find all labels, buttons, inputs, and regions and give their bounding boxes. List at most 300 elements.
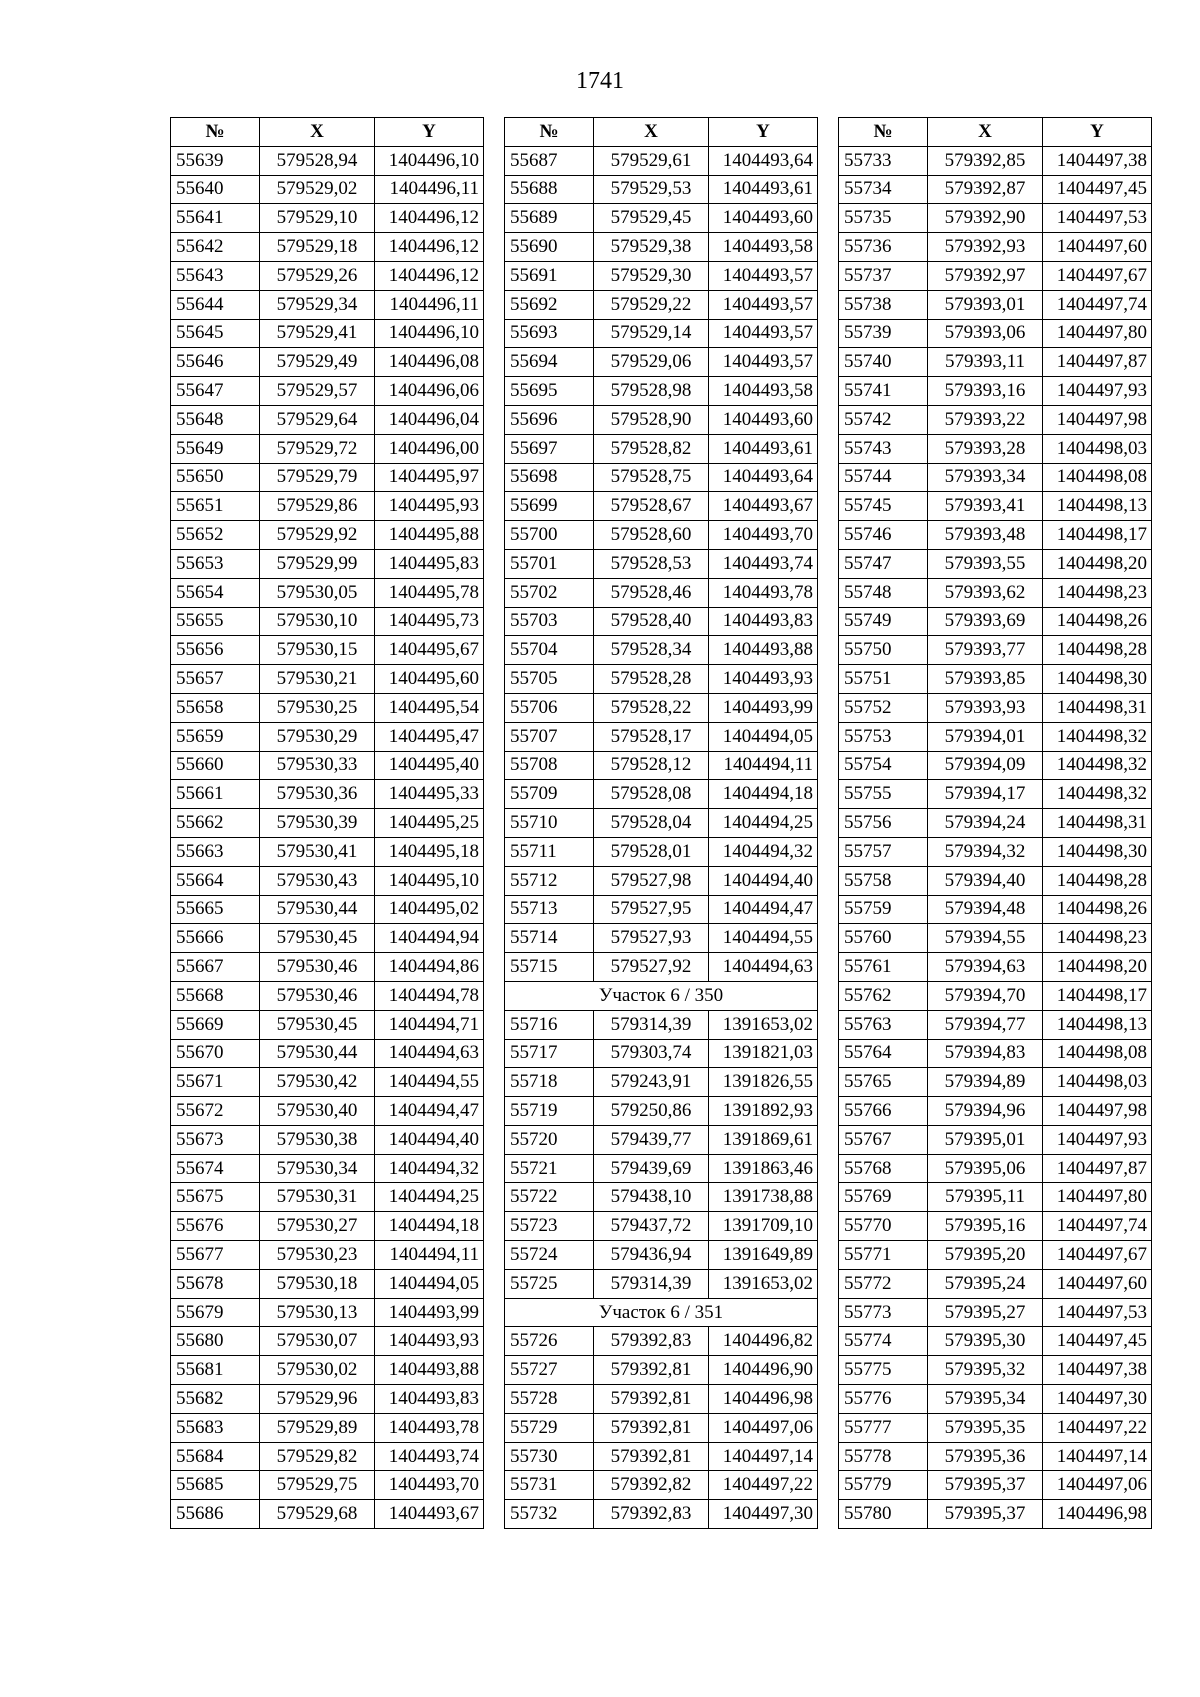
y-coordinate: 1404494,05 (709, 722, 818, 751)
table-row (505, 1385, 818, 1414)
point-number: 55682 (171, 1385, 260, 1414)
y-coordinate: 1404497,14 (709, 1442, 818, 1471)
point-number: 55764 (839, 1039, 928, 1068)
point-number: 55712 (505, 866, 594, 895)
point-number: 55732 (505, 1500, 594, 1529)
table-row (839, 233, 1152, 262)
y-coordinate: 1404496,98 (709, 1385, 818, 1414)
point-number: 55657 (171, 665, 260, 694)
point-number: 55762 (839, 981, 928, 1010)
x-coordinate: 579250,86 (594, 1097, 709, 1126)
x-coordinate: 579529,79 (260, 463, 375, 492)
y-coordinate: 1404493,67 (709, 492, 818, 521)
table-row (171, 405, 484, 434)
table-row (171, 981, 484, 1010)
point-number: 55686 (171, 1500, 260, 1529)
x-coordinate: 579393,62 (928, 578, 1043, 607)
point-number: 55654 (171, 578, 260, 607)
table-row (505, 1356, 818, 1385)
x-coordinate: 579395,32 (928, 1356, 1043, 1385)
x-coordinate: 579530,40 (260, 1097, 375, 1126)
y-coordinate: 1404498,23 (1043, 578, 1152, 607)
point-number: 55749 (839, 607, 928, 636)
table-row (171, 809, 484, 838)
table-row (171, 1097, 484, 1126)
table-row (171, 751, 484, 780)
table-row (505, 636, 818, 665)
y-coordinate: 1404494,25 (375, 1183, 484, 1212)
point-number: 55673 (171, 1125, 260, 1154)
y-coordinate: 1404495,88 (375, 521, 484, 550)
table-row (505, 1413, 818, 1442)
table-row (839, 1212, 1152, 1241)
point-number: 55672 (171, 1097, 260, 1126)
y-coordinate: 1404494,63 (709, 953, 818, 982)
point-number: 55715 (505, 953, 594, 982)
x-coordinate: 579529,61 (594, 146, 709, 175)
x-coordinate: 579392,87 (928, 175, 1043, 204)
y-coordinate: 1404498,17 (1043, 521, 1152, 550)
x-coordinate: 579530,10 (260, 607, 375, 636)
x-coordinate: 579393,48 (928, 521, 1043, 550)
table-row (505, 1010, 818, 1039)
x-coordinate: 579395,20 (928, 1241, 1043, 1270)
x-coordinate: 579529,22 (594, 290, 709, 319)
point-number: 55728 (505, 1385, 594, 1414)
table-row (839, 521, 1152, 550)
table-row (839, 1241, 1152, 1270)
x-coordinate: 579529,45 (594, 204, 709, 233)
x-coordinate: 579528,40 (594, 607, 709, 636)
y-coordinate: 1404493,58 (709, 233, 818, 262)
point-number: 55652 (171, 521, 260, 550)
y-coordinate: 1404494,25 (709, 809, 818, 838)
x-coordinate: 579392,83 (594, 1500, 709, 1529)
x-coordinate: 579392,85 (928, 146, 1043, 175)
table-row (839, 895, 1152, 924)
table-row (839, 1154, 1152, 1183)
table-row (171, 866, 484, 895)
x-coordinate: 579529,53 (594, 175, 709, 204)
point-number: 55662 (171, 809, 260, 838)
point-number: 55720 (505, 1125, 594, 1154)
x-coordinate: 579392,97 (928, 261, 1043, 290)
table-row (171, 837, 484, 866)
table-row (505, 492, 818, 521)
y-coordinate: 1391821,03 (709, 1039, 818, 1068)
table-row (505, 319, 818, 348)
point-number: 55755 (839, 780, 928, 809)
table-row (171, 953, 484, 982)
point-number: 55709 (505, 780, 594, 809)
table-row (171, 319, 484, 348)
table-row (171, 146, 484, 175)
point-number: 55771 (839, 1241, 928, 1270)
table-row (839, 1125, 1152, 1154)
y-coordinate: 1404496,90 (709, 1356, 818, 1385)
y-coordinate: 1404495,73 (375, 607, 484, 636)
y-coordinate: 1391826,55 (709, 1068, 818, 1097)
point-number: 55685 (171, 1471, 260, 1500)
y-coordinate: 1404494,32 (375, 1154, 484, 1183)
point-number: 55695 (505, 377, 594, 406)
point-number: 55684 (171, 1442, 260, 1471)
point-number: 55663 (171, 837, 260, 866)
table-row (505, 924, 818, 953)
table-row (839, 1356, 1152, 1385)
point-number: 55678 (171, 1269, 260, 1298)
y-coordinate: 1404494,40 (375, 1125, 484, 1154)
point-number: 55692 (505, 290, 594, 319)
y-coordinate: 1404494,18 (375, 1212, 484, 1241)
point-number: 55768 (839, 1154, 928, 1183)
point-number: 55650 (171, 463, 260, 492)
y-coordinate: 1404493,74 (375, 1442, 484, 1471)
point-number: 55677 (171, 1241, 260, 1270)
y-coordinate: 1404498,08 (1043, 463, 1152, 492)
x-coordinate: 579395,34 (928, 1385, 1043, 1414)
point-number: 55713 (505, 895, 594, 924)
x-coordinate: 579530,07 (260, 1327, 375, 1356)
y-coordinate: 1404493,78 (709, 578, 818, 607)
y-coordinate: 1404496,04 (375, 405, 484, 434)
point-number: 55701 (505, 549, 594, 578)
table-row (171, 722, 484, 751)
point-number: 55746 (839, 521, 928, 550)
x-coordinate: 579528,46 (594, 578, 709, 607)
point-number: 55723 (505, 1212, 594, 1241)
y-coordinate: 1404497,74 (1043, 290, 1152, 319)
point-number: 55739 (839, 319, 928, 348)
point-number: 55699 (505, 492, 594, 521)
x-coordinate: 579392,81 (594, 1356, 709, 1385)
x-coordinate: 579527,98 (594, 866, 709, 895)
y-coordinate: 1404493,78 (375, 1413, 484, 1442)
table-row (839, 693, 1152, 722)
x-coordinate: 579394,24 (928, 809, 1043, 838)
table-row (839, 837, 1152, 866)
table-row (505, 1269, 818, 1298)
table-row (839, 607, 1152, 636)
x-coordinate: 579529,10 (260, 204, 375, 233)
y-coordinate: 1404497,80 (1043, 1183, 1152, 1212)
table-row (839, 1097, 1152, 1126)
x-coordinate: 579394,77 (928, 1010, 1043, 1039)
point-number: 55779 (839, 1471, 928, 1500)
table-row (171, 1212, 484, 1241)
y-coordinate: 1404498,26 (1043, 895, 1152, 924)
y-coordinate: 1404493,57 (709, 290, 818, 319)
x-coordinate: 579393,06 (928, 319, 1043, 348)
table-row (171, 377, 484, 406)
table-row (505, 722, 818, 751)
x-coordinate: 579529,14 (594, 319, 709, 348)
point-number: 55759 (839, 895, 928, 924)
y-coordinate: 1404496,10 (375, 146, 484, 175)
point-number: 55648 (171, 405, 260, 434)
table-row (171, 1298, 484, 1327)
point-number: 55770 (839, 1212, 928, 1241)
y-coordinate: 1404497,60 (1043, 1269, 1152, 1298)
point-number: 55649 (171, 434, 260, 463)
x-coordinate: 579530,02 (260, 1356, 375, 1385)
y-coordinate: 1404495,47 (375, 722, 484, 751)
table-row (505, 1068, 818, 1097)
point-number: 55697 (505, 434, 594, 463)
y-coordinate: 1404494,71 (375, 1010, 484, 1039)
y-coordinate: 1404497,53 (1043, 1298, 1152, 1327)
table-row (171, 233, 484, 262)
x-coordinate: 579314,39 (594, 1010, 709, 1039)
y-coordinate: 1391649,89 (709, 1241, 818, 1270)
x-coordinate: 579394,83 (928, 1039, 1043, 1068)
point-number: 55681 (171, 1356, 260, 1385)
table-row (839, 722, 1152, 751)
x-coordinate: 579394,09 (928, 751, 1043, 780)
x-coordinate: 579395,30 (928, 1327, 1043, 1356)
y-coordinate: 1404495,18 (375, 837, 484, 866)
y-coordinate: 1404497,14 (1043, 1442, 1152, 1471)
point-number: 55752 (839, 693, 928, 722)
y-coordinate: 1404493,74 (709, 549, 818, 578)
x-coordinate: 579395,24 (928, 1269, 1043, 1298)
y-coordinate: 1404497,22 (709, 1471, 818, 1500)
table-row (171, 1356, 484, 1385)
point-number: 55769 (839, 1183, 928, 1212)
y-coordinate: 1404497,30 (709, 1500, 818, 1529)
x-coordinate: 579394,89 (928, 1068, 1043, 1097)
table-row (171, 665, 484, 694)
point-number: 55641 (171, 204, 260, 233)
header-y: Y (709, 118, 818, 147)
x-coordinate: 579395,06 (928, 1154, 1043, 1183)
y-coordinate: 1404494,86 (375, 953, 484, 982)
y-coordinate: 1404498,31 (1043, 693, 1152, 722)
y-coordinate: 1404497,93 (1043, 1125, 1152, 1154)
y-coordinate: 1404497,87 (1043, 1154, 1152, 1183)
table-row (171, 636, 484, 665)
x-coordinate: 579394,70 (928, 981, 1043, 1010)
table-row (171, 1327, 484, 1356)
point-number: 55756 (839, 809, 928, 838)
table-row (505, 693, 818, 722)
point-number: 55774 (839, 1327, 928, 1356)
x-coordinate: 579530,41 (260, 837, 375, 866)
y-coordinate: 1404493,83 (709, 607, 818, 636)
x-coordinate: 579530,38 (260, 1125, 375, 1154)
y-coordinate: 1404496,11 (375, 175, 484, 204)
header-x: X (594, 118, 709, 147)
table-row (839, 780, 1152, 809)
x-coordinate: 579528,08 (594, 780, 709, 809)
y-coordinate: 1404498,32 (1043, 722, 1152, 751)
x-coordinate: 579394,32 (928, 837, 1043, 866)
y-coordinate: 1404497,67 (1043, 261, 1152, 290)
x-coordinate: 579393,34 (928, 463, 1043, 492)
section-row (505, 1298, 818, 1327)
point-number: 55772 (839, 1269, 928, 1298)
x-coordinate: 579394,55 (928, 924, 1043, 953)
y-coordinate: 1404493,83 (375, 1385, 484, 1414)
y-coordinate: 1404495,78 (375, 578, 484, 607)
y-coordinate: 1404494,78 (375, 981, 484, 1010)
x-coordinate: 579530,36 (260, 780, 375, 809)
x-coordinate: 579530,39 (260, 809, 375, 838)
y-coordinate: 1404493,61 (709, 434, 818, 463)
table-row (505, 146, 818, 175)
x-coordinate: 579392,90 (928, 204, 1043, 233)
x-coordinate: 579439,77 (594, 1125, 709, 1154)
point-number: 55661 (171, 780, 260, 809)
point-number: 55688 (505, 175, 594, 204)
y-coordinate: 1404495,60 (375, 665, 484, 694)
table-row (505, 1442, 818, 1471)
table-row (839, 261, 1152, 290)
point-number: 55644 (171, 290, 260, 319)
point-number: 55690 (505, 233, 594, 262)
table-row (171, 895, 484, 924)
table-row (171, 1010, 484, 1039)
point-number: 55640 (171, 175, 260, 204)
point-number: 55731 (505, 1471, 594, 1500)
table-row (505, 1327, 818, 1356)
point-number: 55780 (839, 1500, 928, 1529)
table-row (505, 463, 818, 492)
point-number: 55669 (171, 1010, 260, 1039)
x-coordinate: 579530,15 (260, 636, 375, 665)
point-number: 55717 (505, 1039, 594, 1068)
y-coordinate: 1404498,23 (1043, 924, 1152, 953)
point-number: 55721 (505, 1154, 594, 1183)
x-coordinate: 579392,83 (594, 1327, 709, 1356)
table-header-row (839, 118, 1152, 147)
x-coordinate: 579530,05 (260, 578, 375, 607)
table-row (839, 377, 1152, 406)
y-coordinate: 1404494,55 (375, 1068, 484, 1097)
y-coordinate: 1404497,22 (1043, 1413, 1152, 1442)
y-coordinate: 1404498,28 (1043, 636, 1152, 665)
y-coordinate: 1404493,61 (709, 175, 818, 204)
y-coordinate: 1404497,53 (1043, 204, 1152, 233)
x-coordinate: 579528,01 (594, 837, 709, 866)
x-coordinate: 579530,23 (260, 1241, 375, 1270)
table-row (171, 1068, 484, 1097)
point-number: 55706 (505, 693, 594, 722)
table-row (171, 261, 484, 290)
point-number: 55674 (171, 1154, 260, 1183)
point-number: 55667 (171, 953, 260, 982)
table-header-row (171, 118, 484, 147)
point-number: 55751 (839, 665, 928, 694)
table-row (839, 492, 1152, 521)
y-coordinate: 1404496,12 (375, 233, 484, 262)
table-row (505, 607, 818, 636)
section-title: Участок 6 / 350 (505, 981, 818, 1010)
point-number: 55691 (505, 261, 594, 290)
table-row (171, 924, 484, 953)
table-row (505, 1500, 818, 1529)
y-coordinate: 1404493,88 (709, 636, 818, 665)
x-coordinate: 579528,17 (594, 722, 709, 751)
table-row (171, 492, 484, 521)
table-row (505, 549, 818, 578)
y-coordinate: 1404496,12 (375, 204, 484, 233)
table-row (505, 377, 818, 406)
y-coordinate: 1404496,00 (375, 434, 484, 463)
point-number: 55670 (171, 1039, 260, 1068)
y-coordinate: 1404496,98 (1043, 1500, 1152, 1529)
x-coordinate: 579395,01 (928, 1125, 1043, 1154)
point-number: 55766 (839, 1097, 928, 1126)
table-row (505, 1125, 818, 1154)
point-number: 55655 (171, 607, 260, 636)
y-coordinate: 1404496,11 (375, 290, 484, 319)
table-row (171, 1269, 484, 1298)
y-coordinate: 1391738,88 (709, 1183, 818, 1212)
point-number: 55773 (839, 1298, 928, 1327)
y-coordinate: 1404498,30 (1043, 665, 1152, 694)
point-number: 55714 (505, 924, 594, 953)
y-coordinate: 1404497,87 (1043, 348, 1152, 377)
point-number: 55767 (839, 1125, 928, 1154)
y-coordinate: 1404498,03 (1043, 434, 1152, 463)
table-row (839, 1068, 1152, 1097)
y-coordinate: 1404493,57 (709, 261, 818, 290)
point-number: 55754 (839, 751, 928, 780)
y-coordinate: 1404498,13 (1043, 1010, 1152, 1039)
point-number: 55668 (171, 981, 260, 1010)
x-coordinate: 579392,81 (594, 1442, 709, 1471)
x-coordinate: 579530,46 (260, 981, 375, 1010)
y-coordinate: 1404493,99 (709, 693, 818, 722)
y-coordinate: 1404496,10 (375, 319, 484, 348)
y-coordinate: 1404497,60 (1043, 233, 1152, 262)
x-coordinate: 579303,74 (594, 1039, 709, 1068)
table-row (839, 175, 1152, 204)
point-number: 55660 (171, 751, 260, 780)
point-number: 55643 (171, 261, 260, 290)
table-row (839, 665, 1152, 694)
y-coordinate: 1404498,03 (1043, 1068, 1152, 1097)
x-coordinate: 579529,06 (594, 348, 709, 377)
table-row (839, 981, 1152, 1010)
table-row (171, 1154, 484, 1183)
x-coordinate: 579529,96 (260, 1385, 375, 1414)
point-number: 55761 (839, 953, 928, 982)
table-row (839, 319, 1152, 348)
y-coordinate: 1404495,93 (375, 492, 484, 521)
table-row (171, 1241, 484, 1270)
x-coordinate: 579530,13 (260, 1298, 375, 1327)
point-number: 55639 (171, 146, 260, 175)
x-coordinate: 579437,72 (594, 1212, 709, 1241)
y-coordinate: 1404493,67 (375, 1500, 484, 1529)
x-coordinate: 579528,98 (594, 377, 709, 406)
y-coordinate: 1404497,67 (1043, 1241, 1152, 1270)
point-number: 55704 (505, 636, 594, 665)
point-number: 55775 (839, 1356, 928, 1385)
point-number: 55693 (505, 319, 594, 348)
x-coordinate: 579394,48 (928, 895, 1043, 924)
y-coordinate: 1404494,94 (375, 924, 484, 953)
table-row (171, 521, 484, 550)
table-row (171, 549, 484, 578)
point-number: 55724 (505, 1241, 594, 1270)
y-coordinate: 1391869,61 (709, 1125, 818, 1154)
table-row (171, 348, 484, 377)
table-row (839, 348, 1152, 377)
point-number: 55647 (171, 377, 260, 406)
